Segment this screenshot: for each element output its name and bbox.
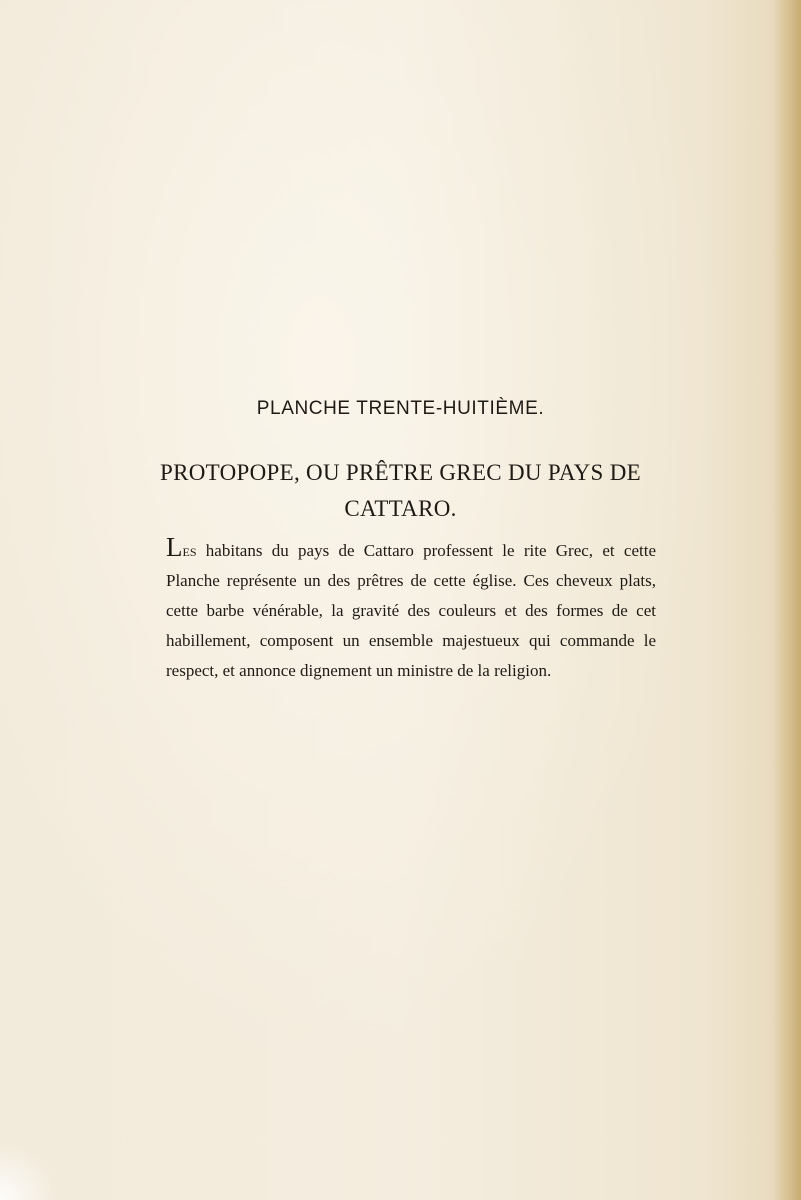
subject-title: PROTOPOPE, OU PRÊTRE GREC DU PAYS DE CATTARO.: [160, 460, 641, 521]
page-edge-shadow: [773, 0, 801, 1200]
plate-heading: PLANCHE TRENTE-HUITIÈME.: [256, 398, 545, 419]
corner-stain: [0, 1140, 60, 1200]
body-text: habitans du pays de Cattaro professent le rite Grec, et cette Planche représente un des prêtres de cette église. Ces cheveux plats, cette barbe vénérable, la gravité des couleurs et des formes de cet habillement, composent un ensemble majestueux qui commande le respect, et annonce dignement un ministre de la religion.: [166, 541, 656, 680]
initial-word-rest: es: [182, 541, 197, 560]
drop-initial: L: [166, 532, 183, 562]
body-paragraph: [166, 532, 656, 686]
